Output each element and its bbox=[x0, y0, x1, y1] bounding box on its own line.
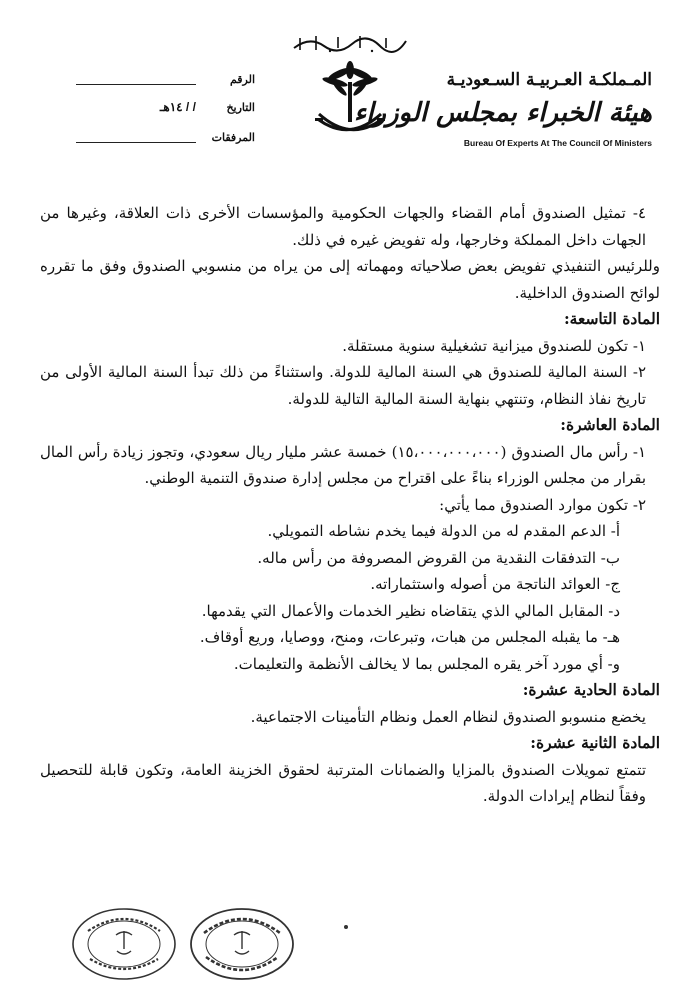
article-11-title: المادة الحادية عشرة: bbox=[522, 680, 660, 699]
resource-item-a: أ- الدعم المقدم له من الدولة فيما يخدم نشاطه التمويلي. bbox=[267, 522, 620, 540]
resource-item-c: ج- العوائد الناتجة من أصوله واستثماراته. bbox=[370, 575, 620, 593]
document-body bbox=[40, 200, 660, 810]
basmala-calligraphy bbox=[290, 32, 410, 54]
article-10-title: المادة العاشرة: bbox=[560, 415, 660, 434]
attachments-field bbox=[40, 131, 255, 144]
attachments-line bbox=[76, 133, 196, 143]
delegation-paragraph: وللرئيس التنفيذي تفويض بعض صلاحياته ومهماته إلى من يراه من منسوبي الصندوق وفق ما تقرره لوائح الصندوق الداخلية. bbox=[40, 257, 660, 302]
article-11-text: يخضع منسوبو الصندوق لنظام العمل ونظام التأمينات الاجتماعية. bbox=[250, 707, 646, 726]
article-10-item-1: ١- رأس مال الصندوق (١٥،٠٠٠،٠٠٠،٠٠٠) خمسة عشر مليار ريال سعودي، وتجوز زيادة رأس المال بقرار من مجلس الوزراء بناءً على اقتراح من مجلس إدارة صندوق التنمية الوطني. bbox=[40, 442, 646, 487]
number-line bbox=[76, 75, 196, 85]
resource-item-f: و- أي مورد آخر يقره المجلس بما لا يخالف الأنظمة والتعليمات. bbox=[233, 654, 620, 673]
article-12-title: المادة الثانية عشرة: bbox=[530, 733, 660, 752]
number-field bbox=[40, 73, 255, 86]
bureau-name-arabic: هيئة الخبراء بمجلس الوزراء bbox=[353, 98, 652, 128]
item-4-paragraph: ٤- تمثيل الصندوق أمام القضاء والجهات الحكومية والمؤسسات الأخرى ذات العلاقة، وغيرها من الجهات داخل المملكة وخارجها، وله تفويض غيره في ذلك. bbox=[40, 204, 646, 249]
article-9-item-2: ٢- السنة المالية للصندوق هي السنة المالية للدولة. واستثناءً من ذلك تبدأ السنة المالية الأولى من تاريخ نفاذ النظام، وتنتهي بنهاية السنة المالية التالية للدولة. bbox=[40, 363, 646, 408]
bureau-name-english: Bureau Of Experts At The Council Of Ministers bbox=[463, 138, 652, 148]
resource-item-e: هـ- ما يقبله المجلس من هبات، وتبرعات، ومنح، ووصايا، وريع أوقاف. bbox=[199, 628, 620, 646]
official-seal-icon bbox=[70, 905, 178, 983]
resource-item-b: ب- التدفقات النقدية من القروض المصروفة من رأس ماله. bbox=[257, 548, 620, 567]
resource-item-d: د- المقابل المالي الذي يتقاضاه نظير الخدمات والأعمال التي يقدمها. bbox=[201, 601, 620, 620]
official-seal-icon bbox=[188, 905, 296, 983]
article-9-title: المادة التاسعة: bbox=[563, 309, 660, 328]
date-label: التاريخ bbox=[226, 102, 255, 114]
stray-dot bbox=[344, 925, 348, 929]
date-field bbox=[40, 100, 255, 114]
date-value: / / ١٤هـ bbox=[159, 100, 196, 114]
article-9-item-1: ١- تكون للصندوق ميزانية تشغيلية سنوية مستقلة. bbox=[342, 336, 646, 355]
org-name-arabic: المـملكـة العـربيـة السـعوديـة bbox=[446, 70, 652, 90]
number-label: الرقم bbox=[229, 74, 255, 86]
article-10-item-2: ٢- تكون موارد الصندوق مما يأتي: bbox=[439, 495, 646, 514]
attachments-label: المرفقات bbox=[211, 132, 255, 144]
article-12-text: تتمتع تمويلات الصندوق بالمزايا والضمانات المترتبة لحقوق الخزينة العامة، وتكون قابلة للتحصيل وفقاً لنظام إيرادات الدولة. bbox=[40, 760, 646, 805]
